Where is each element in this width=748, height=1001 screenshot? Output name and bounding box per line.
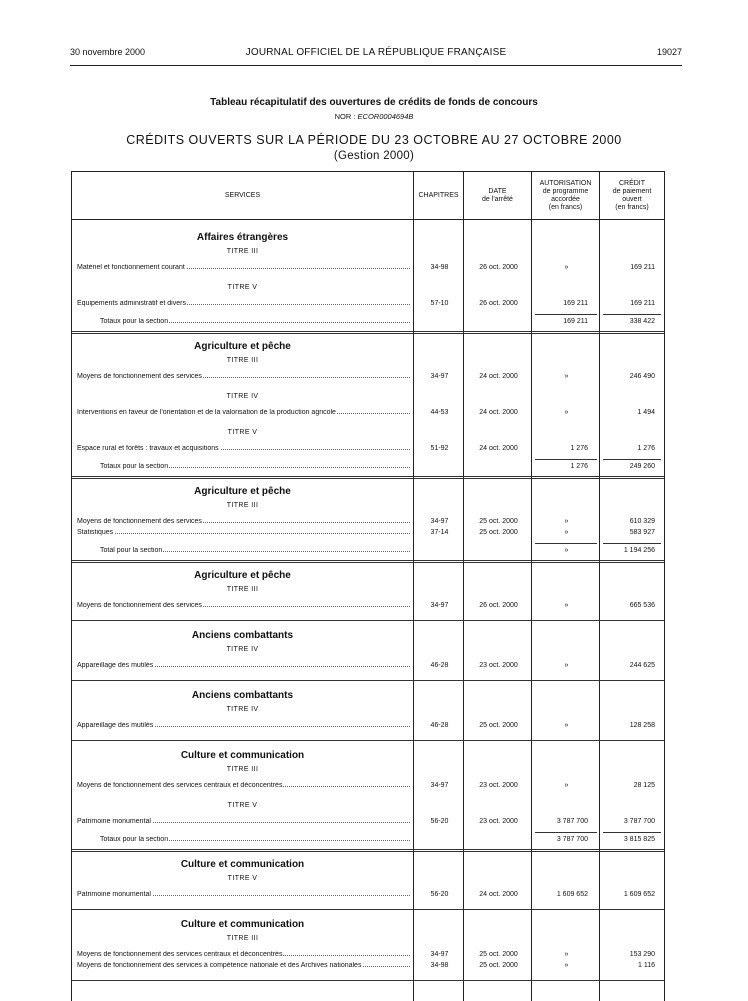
total-label-cell <box>100 318 410 325</box>
table-row <box>72 662 664 672</box>
section-title: Agriculture et pêche <box>194 486 291 497</box>
row-label: Statistiques <box>77 529 114 536</box>
chapitre-cell: 34-97 <box>430 373 449 380</box>
titre-label: TITRE V <box>227 875 258 882</box>
total-rule <box>603 459 661 460</box>
credits-table <box>71 171 665 1001</box>
total-row <box>72 463 664 473</box>
row-label-cell <box>77 264 410 271</box>
date-cell: 25 oct. 2000 <box>479 962 518 969</box>
header-rule <box>70 65 682 66</box>
chapitre-cell: 34-97 <box>430 951 449 958</box>
row-label-cell <box>77 602 410 609</box>
page-number: 19027 <box>656 47 682 57</box>
nor-reference <box>0 112 748 121</box>
row-label: Moyens de fonctionnement des services <box>77 518 202 525</box>
date-cell: 25 oct. 2000 <box>479 951 518 958</box>
titre-label: TITRE IV <box>226 706 259 713</box>
row-label-cell <box>77 445 410 452</box>
table-row <box>72 891 664 901</box>
credit-cell: 128 258 <box>629 722 655 729</box>
credit-cell: 610 329 <box>629 518 655 525</box>
total-label: Totaux pour la section <box>100 463 169 470</box>
date-cell: 23 oct. 2000 <box>479 782 518 789</box>
autorisation-cell: » <box>564 782 569 789</box>
table-row <box>72 529 664 539</box>
titre-label: TITRE III <box>226 248 259 255</box>
section-title: Affaires étrangères <box>196 232 289 243</box>
date-cell: 23 oct. 2000 <box>479 662 518 669</box>
row-label: Appareillage des mutilés <box>77 722 154 729</box>
credit-cell: 153 290 <box>629 951 655 958</box>
credit-cell: 665 536 <box>629 602 655 609</box>
chapitre-cell: 56-20 <box>430 818 449 825</box>
autorisation-cell: 1 609 652 <box>556 891 588 898</box>
chapitre-cell: 46-28 <box>430 662 449 669</box>
credit-cell: 244 625 <box>629 662 655 669</box>
section-title: Agriculture et pêche <box>194 341 291 352</box>
titre-label: TITRE V <box>227 429 258 436</box>
total-label-cell <box>100 836 410 843</box>
row-label: Moyens de fonctionnement des services à compétence nationale et des Archives nationales <box>77 962 362 969</box>
total-autorisation: 3 787 700 <box>556 836 588 843</box>
running-head-date: 30 novembre 2000 <box>70 47 146 57</box>
col-header-date: DATE de l'arrêté <box>482 187 513 203</box>
gestion-heading: (Gestion 2000) <box>333 150 415 162</box>
credit-cell: 28 125 <box>633 782 655 789</box>
chapitre-cell: 44-53 <box>430 409 449 416</box>
row-label-cell <box>77 891 410 898</box>
row-label-cell <box>77 409 410 416</box>
date-cell: 24 oct. 2000 <box>479 891 518 898</box>
total-credit: 3 815 825 <box>623 836 655 843</box>
chapitre-cell: 37-14 <box>430 529 449 536</box>
titre-label: TITRE IV <box>226 646 259 653</box>
table-row <box>72 818 664 828</box>
total-credit: 338 422 <box>629 318 655 325</box>
titre-label: TITRE III <box>226 935 259 942</box>
row-label: Interventions en faveur de l'orientation et de la valorisation de la production agricole <box>77 409 336 416</box>
row-label: Moyens de fonctionnement des services <box>77 373 202 380</box>
section-separator <box>72 476 664 479</box>
credit-cell: 1 276 <box>637 445 655 452</box>
table-row <box>72 962 664 972</box>
row-label-cell <box>77 782 410 789</box>
autorisation-cell: 1 276 <box>570 445 588 452</box>
total-rule <box>603 314 661 315</box>
autorisation-cell: » <box>564 409 569 416</box>
header-divider <box>72 219 664 220</box>
running-head-journal: JOURNAL OFFICIEL DE LA RÉPUBLIQUE FRANÇAISE <box>245 47 507 58</box>
section-title: Culture et communication <box>180 750 305 761</box>
total-row <box>72 547 664 557</box>
column-divider <box>599 172 600 1001</box>
credit-cell: 583 927 <box>629 529 655 536</box>
autorisation-cell: » <box>564 722 569 729</box>
table-row <box>72 602 664 612</box>
total-label: Totaux pour la section <box>100 836 169 843</box>
chapitre-cell: 51-92 <box>430 445 449 452</box>
titre-label: TITRE V <box>227 802 258 809</box>
chapitre-cell: 34-97 <box>430 602 449 609</box>
autorisation-cell: » <box>564 373 569 380</box>
total-credit: 249 260 <box>629 463 655 470</box>
row-label-cell <box>77 373 410 380</box>
table-row <box>72 722 664 732</box>
autorisation-cell: 3 787 700 <box>556 818 588 825</box>
date-cell: 26 oct. 2000 <box>479 300 518 307</box>
date-cell: 25 oct. 2000 <box>479 518 518 525</box>
row-label-cell <box>77 662 410 669</box>
document-title: Tableau récapitulatif des ouvertures de crédits de fonds de concours <box>210 97 538 108</box>
date-cell: 26 oct. 2000 <box>479 264 518 271</box>
row-label-cell <box>77 518 410 525</box>
row-label-cell <box>77 951 410 958</box>
nor-label: NOR : <box>334 112 356 121</box>
total-rule <box>603 543 661 544</box>
col-header-autorisation: AUTORISATION de programme accordée (en francs) <box>539 179 592 211</box>
table-row <box>72 445 664 455</box>
section-separator <box>72 331 664 334</box>
row-label-cell <box>77 818 410 825</box>
col-header-services: SERVICES <box>224 191 261 199</box>
total-credit: 1 194 256 <box>623 547 655 554</box>
period-heading: CRÉDITS OUVERTS SUR LA PÉRIODE DU 23 OCTOBRE AU 27 OCTOBRE 2000 <box>126 133 622 147</box>
row-label-cell <box>77 962 410 969</box>
titre-label: TITRE III <box>226 586 259 593</box>
row-label: Espace rural et forêts : travaux et acquisitions <box>77 445 219 452</box>
total-rule <box>603 832 661 833</box>
row-label-cell <box>77 722 410 729</box>
chapitre-cell: 56-20 <box>430 891 449 898</box>
table-row <box>72 409 664 419</box>
total-label: Totaux pour la section <box>100 318 169 325</box>
date-cell: 23 oct. 2000 <box>479 818 518 825</box>
row-label: Patrimoine monumental <box>77 818 151 825</box>
credit-cell: 1 494 <box>637 409 655 416</box>
autorisation-cell: 169 211 <box>563 300 588 307</box>
total-autorisation: 169 211 <box>563 318 588 325</box>
row-label: Moyens de fonctionnement des services centraux et déconcentrés <box>77 782 283 789</box>
table-row <box>72 518 664 528</box>
total-label-cell <box>100 547 410 554</box>
column-divider <box>531 172 532 1001</box>
row-label: Moyens de fonctionnement des services centraux et déconcentrés <box>77 951 283 958</box>
table-row <box>72 264 664 274</box>
row-label: Matériel et fonctionnement courant <box>77 264 185 271</box>
total-rule <box>535 543 597 544</box>
autorisation-cell: » <box>564 662 569 669</box>
autorisation-cell: » <box>564 602 569 609</box>
titre-label: TITRE III <box>226 502 259 509</box>
date-cell: 24 oct. 2000 <box>479 445 518 452</box>
credit-cell: 1 116 <box>638 962 655 969</box>
autorisation-cell: » <box>564 518 569 525</box>
table-row <box>72 373 664 383</box>
col-header-chapitres: CHAPITRES <box>418 191 459 199</box>
total-row <box>72 836 664 846</box>
section-title: Culture et communication <box>180 919 305 930</box>
credit-cell: 246 490 <box>629 373 655 380</box>
autorisation-cell: » <box>564 951 569 958</box>
total-row <box>72 318 664 328</box>
chapitre-cell: 57-10 <box>430 300 449 307</box>
credit-cell: 169 211 <box>630 300 655 307</box>
section-separator <box>72 849 664 852</box>
total-rule <box>535 314 597 315</box>
autorisation-cell: » <box>564 529 569 536</box>
credit-cell: 1 609 652 <box>623 891 655 898</box>
row-label-cell <box>77 529 410 536</box>
titre-label: TITRE III <box>226 357 259 364</box>
row-label: Moyens de fonctionnement des services <box>77 602 202 609</box>
titre-label: TITRE V <box>227 284 258 291</box>
date-cell: 25 oct. 2000 <box>479 529 518 536</box>
chapitre-cell: 34-98 <box>430 962 449 969</box>
section-separator <box>72 980 664 981</box>
row-label: Patrimoine monumental <box>77 891 151 898</box>
chapitre-cell: 34-97 <box>430 518 449 525</box>
section-separator <box>72 620 664 621</box>
row-label: Appareillage des mutilés <box>77 662 154 669</box>
autorisation-cell: » <box>564 962 569 969</box>
col-header-credit: CRÉDIT de paiement ouvert (en francs) <box>612 179 652 211</box>
section-separator <box>72 740 664 741</box>
total-autorisation: 1 276 <box>570 463 588 470</box>
titre-label: TITRE IV <box>226 393 259 400</box>
chapitre-cell: 46-28 <box>430 722 449 729</box>
total-rule <box>535 832 597 833</box>
row-label: Equipements administratif et divers <box>77 300 186 307</box>
section-separator <box>72 560 664 563</box>
column-divider <box>463 172 464 1001</box>
section-separator <box>72 909 664 910</box>
section-separator <box>72 680 664 681</box>
chapitre-cell: 34-98 <box>430 264 449 271</box>
credit-cell: 3 787 700 <box>623 818 655 825</box>
total-autorisation: » <box>564 547 569 554</box>
titre-label: TITRE III <box>226 766 259 773</box>
section-title: Agriculture et pêche <box>194 570 291 581</box>
date-cell: 26 oct. 2000 <box>479 602 518 609</box>
section-title: Anciens combattants <box>191 630 294 641</box>
date-cell: 24 oct. 2000 <box>479 373 518 380</box>
section-title: Anciens combattants <box>191 690 294 701</box>
date-cell: 24 oct. 2000 <box>479 409 518 416</box>
credit-cell: 169 211 <box>630 264 655 271</box>
nor-code: ECOR0004694B <box>357 112 414 121</box>
section-title: Culture et communication <box>180 859 305 870</box>
total-label: Total pour la section <box>100 547 163 554</box>
running-head <box>70 47 682 61</box>
table-row <box>72 951 664 961</box>
column-divider <box>413 172 414 1001</box>
total-rule <box>535 459 597 460</box>
autorisation-cell: » <box>564 264 569 271</box>
table-row <box>72 782 664 792</box>
total-label-cell <box>100 463 410 470</box>
row-label-cell <box>77 300 410 307</box>
table-row <box>72 300 664 310</box>
chapitre-cell: 34-97 <box>430 782 449 789</box>
date-cell: 25 oct. 2000 <box>479 722 518 729</box>
